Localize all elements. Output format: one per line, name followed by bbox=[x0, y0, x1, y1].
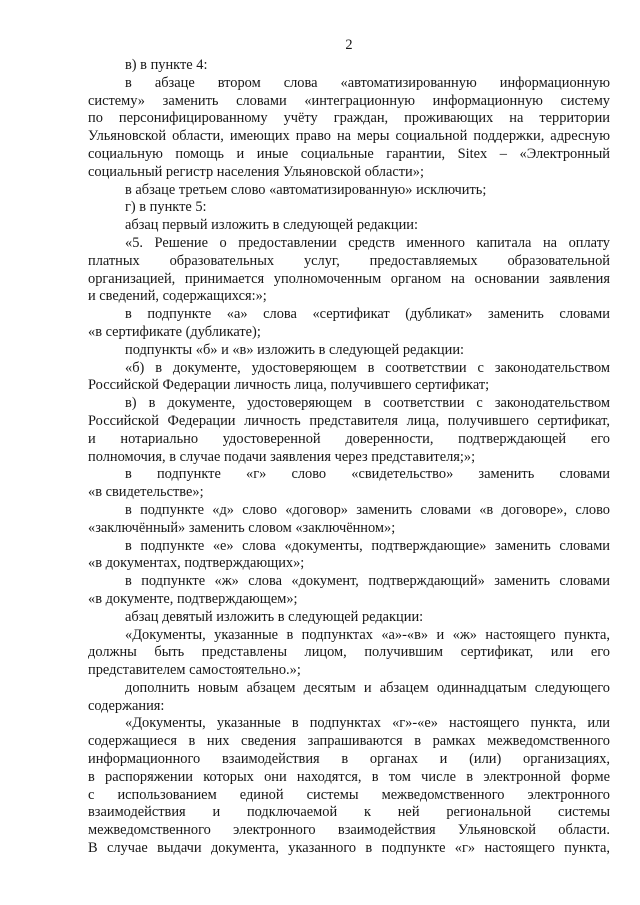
paragraph bbox=[88, 609, 610, 627]
text-line: Российской Федерации личность представителя лица, получившего сертификат, bbox=[88, 412, 610, 429]
text-line: содержащиеся в них сведения запрашиваются в рамках межведомственного bbox=[88, 733, 610, 750]
text-line: абзац первый изложить в следующей редакции: bbox=[125, 217, 419, 234]
paragraph bbox=[88, 342, 610, 360]
text-line: информационного взаимодействия в органах и (или) организациях, bbox=[88, 751, 610, 768]
text-line: «в документе, подтверждающем»; bbox=[88, 590, 298, 607]
text-line: в подпункте «а» слова «сертификат (дубликат» заменить словами bbox=[125, 306, 610, 323]
text-line: Ульяновской области, имеющих право на меры социальной поддержки, адресную bbox=[88, 128, 610, 145]
text-line: абзац девятый изложить в следующей редакции: bbox=[125, 608, 424, 625]
text-line: по персонифицированному учёту граждан, проживающих на территории bbox=[88, 110, 610, 127]
text-line: представителем самостоятельно.»; bbox=[88, 662, 301, 679]
text-line: межведомственного электронного взаимодействия Ульяновской области. bbox=[88, 822, 610, 839]
text-line: в подпункте «е» слова «документы, подтверждающие» заменить словами bbox=[125, 537, 610, 554]
paragraph bbox=[88, 199, 610, 217]
text-line: в подпункте «г» слово «свидетельство» заменить словами bbox=[125, 466, 610, 483]
paragraph bbox=[88, 217, 610, 235]
text-line: «в документах, подтверждающих»; bbox=[88, 555, 305, 572]
text-line: «заключённый» заменить словом «заключённом»; bbox=[88, 519, 396, 536]
paragraph bbox=[88, 502, 610, 538]
text-line: дополнить новым абзацем десятым и абзацем одиннадцатым следующего bbox=[125, 679, 610, 696]
text-line: в) в пункте 4: bbox=[125, 57, 208, 73]
text-line: в абзаце втором слова «автоматизированную информационную bbox=[125, 74, 610, 91]
paragraph bbox=[88, 466, 610, 502]
paragraph bbox=[88, 680, 610, 716]
text-line: в подпункте «д» слово «договор» заменить словами «в договоре», слово bbox=[125, 501, 610, 518]
paragraph bbox=[88, 57, 610, 75]
paragraph bbox=[88, 627, 610, 680]
text-line: и сведений, содержащихся:»; bbox=[88, 288, 267, 305]
text-line: Российской Федерации личность лица, получившего сертификат; bbox=[88, 377, 490, 394]
text-line: социальную помощь и иные социальные гарантии, Sitex – «Электронный bbox=[88, 145, 610, 162]
document-body bbox=[88, 57, 610, 858]
text-line: в) в документе, удостоверяющем в соответствии с законодательством bbox=[125, 395, 610, 412]
paragraph bbox=[88, 360, 610, 396]
text-line: «в свидетельстве»; bbox=[88, 484, 204, 501]
paragraph bbox=[88, 75, 610, 182]
paragraph bbox=[88, 395, 610, 466]
text-line: систему» заменить словами «интеграционную информационную систему bbox=[88, 92, 610, 109]
paragraph bbox=[88, 538, 610, 574]
text-line: в распоряжении которых они находятся, в том числе в электронной форме bbox=[88, 768, 610, 785]
text-line: и нотариально удостоверенной доверенности, подтверждающей его bbox=[88, 430, 610, 447]
text-line: подпункты «б» и «в» изложить в следующей редакции: bbox=[125, 341, 465, 358]
text-line: содержания: bbox=[88, 697, 165, 714]
text-line: «5. Решение о предоставлении средств именного капитала на оплату bbox=[125, 234, 610, 251]
text-line: в абзаце третьем слово «автоматизированную» исключить; bbox=[125, 181, 487, 198]
text-line: платных образовательных услуг, предоставляемых образовательной bbox=[88, 252, 610, 269]
paragraph bbox=[88, 306, 610, 342]
paragraph bbox=[88, 573, 610, 609]
text-line: в подпункте «ж» слова «документ, подтверждающий» заменить словами bbox=[125, 573, 610, 590]
text-line: должны быть представлены лицом, получившим сертификат, или его bbox=[88, 644, 610, 661]
text-line: взаимодействия и подключаемой к ней региональной системы bbox=[88, 804, 610, 821]
text-line: г) в пункте 5: bbox=[125, 199, 207, 216]
text-line: полномочия, в случае подачи заявления через представителя;»; bbox=[88, 448, 476, 465]
paragraph bbox=[88, 182, 610, 200]
text-line: организацией, принимается уполномоченным органом на основании заявления bbox=[88, 270, 610, 287]
text-line: социальный регистр населения Ульяновской области»; bbox=[88, 163, 424, 180]
text-line: с использованием единой системы межведомственного электронного bbox=[88, 786, 610, 803]
page-number: 2 bbox=[345, 37, 353, 53]
text-line: «Документы, указанные в подпунктах «г»-«е» настоящего пункта, или bbox=[125, 715, 610, 732]
text-line: «б) в документе, удостоверяющем в соответствии с законодательством bbox=[125, 359, 610, 376]
text-line: «Документы, указанные в подпунктах «а»-«в» и «ж» настоящего пункта, bbox=[125, 626, 610, 643]
text-line: В случае выдачи документа, указанного в подпункте «г» настоящего пункта, bbox=[88, 840, 610, 857]
text-line: «в сертификате (дубликате); bbox=[88, 323, 261, 340]
paragraph bbox=[88, 715, 610, 857]
paragraph bbox=[88, 235, 610, 306]
